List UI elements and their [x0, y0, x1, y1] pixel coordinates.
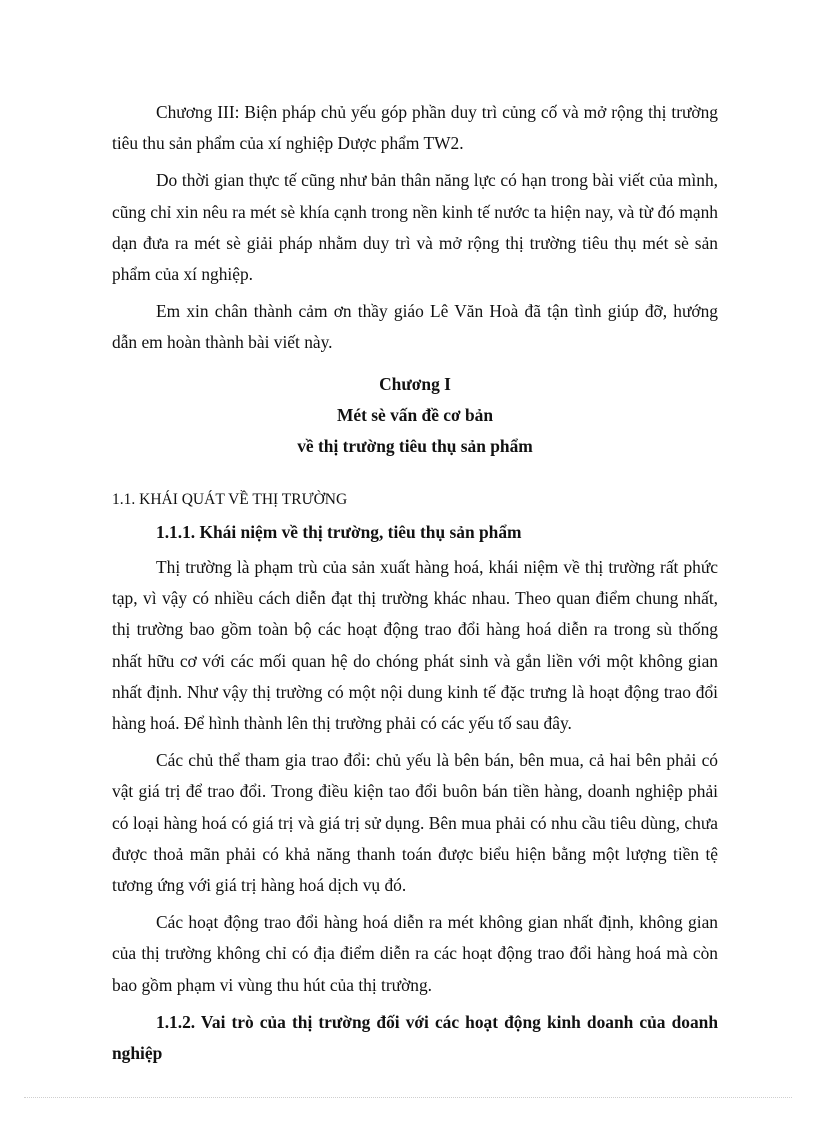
footer-divider: [24, 1097, 792, 1098]
subsection-heading-1-1-1: 1.1.1. Khái niệm về thị trường, tiêu thụ sản phẩm: [156, 521, 522, 542]
chapter-title-line-1: Mét sè vấn đề cơ bản: [337, 404, 493, 425]
body-paragraph-1: Thị trường là phạm trù của sản xuất hàng hoá, khái niệm về thị trường rất phức tạp, vì vậy có nhiều cách diễn đạt thị trường khác nhau. Theo quan điểm chung nhất, thị trường bao gồm toàn bộ các hoạt động trao đổi hàng hoá diễn ra trong sù thống nhất hữu cơ với các mối quan hệ do chóng phát sinh và gắn liền với một không gian nhất định. Như vậy thị trường có một nội dung kinh tế đặc trưng là hoạt động trao đổi hàng hoá. Để hình thành lên thị trường phải có các yếu tố sau đây.: [112, 557, 718, 734]
body-paragraph-2: Các chủ thể tham gia trao đổi: chủ yếu là bên bán, bên mua, cả hai bên phải có vật giá trị để trao đổi. Trong điều kiện tao đổi buôn bán tiền hàng, doanh nghiệp phải có loại hàng hoá có giá trị và giá trị sử dụng. Bên mua phải có nhu cầu tiêu dùng, chưa được thoả mãn phải có khả năng thanh toán được biểu hiện bằng một lượng tiền tệ tương ứng với giá trị hàng hoá dịch vụ đó.: [112, 750, 718, 896]
intro-paragraph-3: Em xin chân thành cảm ơn thầy giáo Lê Văn Hoà đã tận tình giúp đỡ, hướng dẫn em hoàn thành bài viết này.: [112, 301, 718, 353]
body-paragraph-3: Các hoạt động trao đổi hàng hoá diễn ra mét không gian nhất định, không gian của thị trường không chỉ có địa điểm diễn ra các hoạt động trao đổi hàng hoá mà còn bao gồm phạm vi vùng thu hút của thị trường.: [112, 912, 718, 995]
chapter-title-line-2: về thị trường tiêu thụ sản phẩm: [297, 435, 533, 456]
intro-paragraph-2: Do thời gian thực tế cũng như bản thân năng lực có hạn trong bài viết của mình, cũng chỉ xin nêu ra mét sè khía cạnh trong nền kinh tế nước ta hiện nay, và từ đó mạnh dạn đưa ra mét sè giải pháp nhằm duy trì và mở rộng thị trường tiêu thụ mét sè sản phẩm của xí nghiệp.: [112, 170, 718, 285]
section-heading: 1.1. KHÁI QUÁT VỀ THỊ TRƯỜNG: [112, 490, 348, 508]
chapter-label: Chương I: [379, 373, 451, 394]
intro-paragraph-1: Chương III: Biện pháp chủ yếu góp phần duy trì củng cố và mở rộng thị trường tiêu thu sản phẩm của xí nghiệp Dược phẩm TW2.: [112, 102, 718, 154]
subsection-heading-1-1-2: 1.1.2. Vai trò của thị trường đối với các hoạt động kinh doanh của doanh nghiệp: [112, 1011, 718, 1064]
chapter-heading: [112, 369, 718, 462]
document-page: [112, 97, 718, 1073]
